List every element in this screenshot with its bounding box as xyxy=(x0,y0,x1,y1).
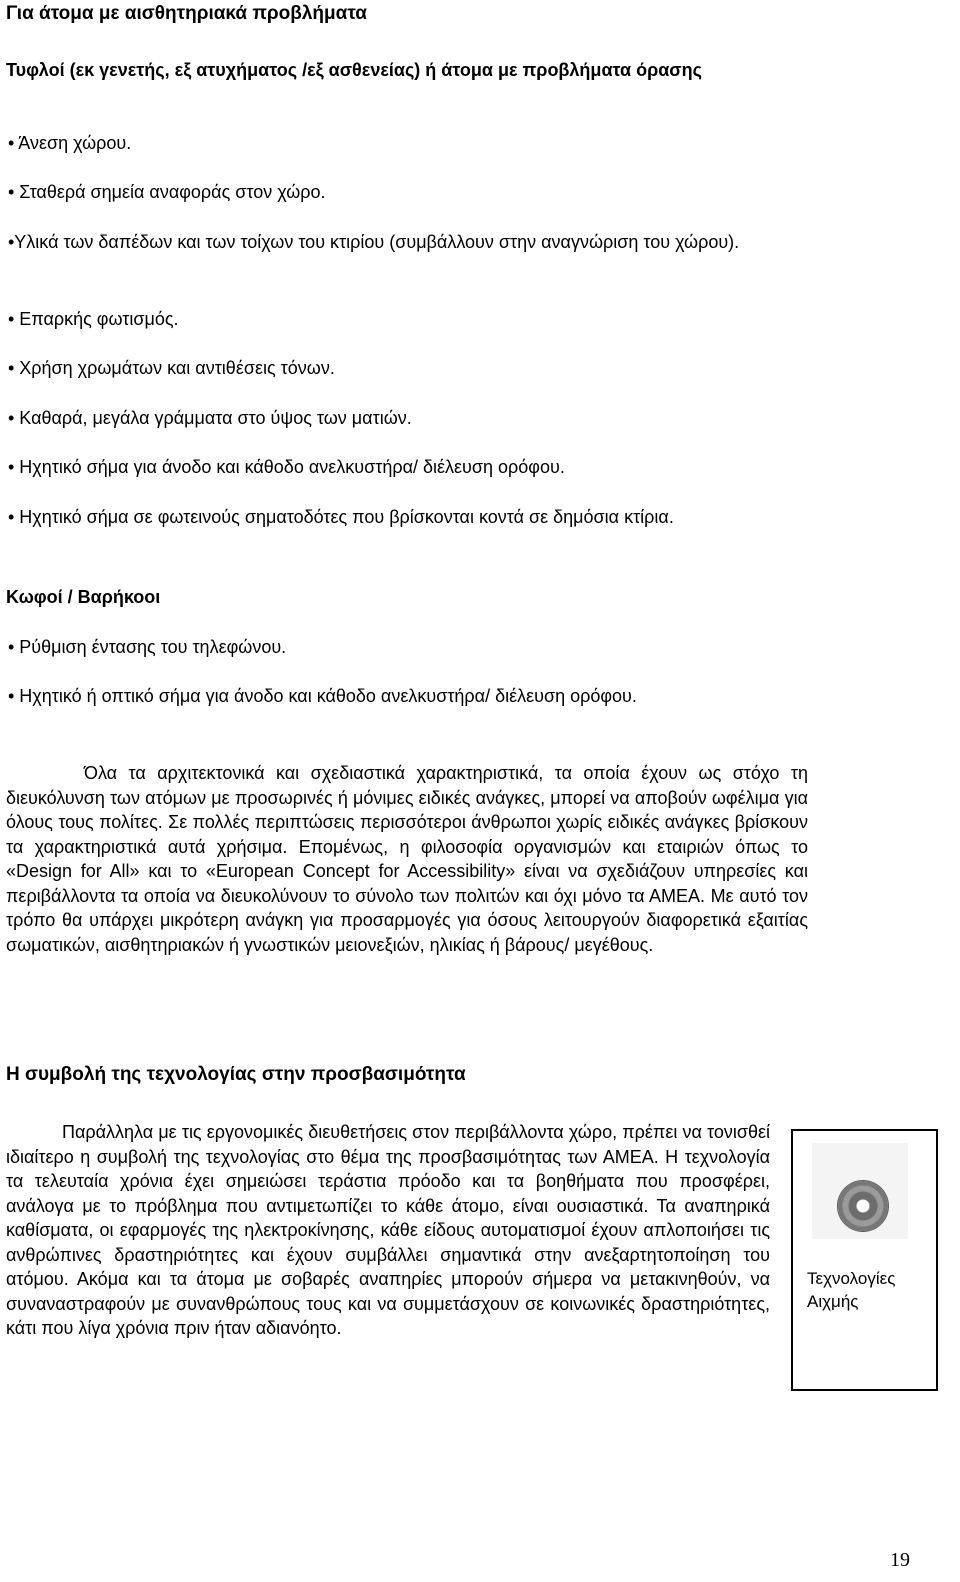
list-item: • Καθαρά, μεγάλα γράμματα στο ύψος των ματιών. xyxy=(8,408,412,428)
paragraph-design-for-all: Όλα τα αρχιτεκτονικά και σχεδιαστικά χαρακτηριστικά, τα οποία έχουν ως στόχο τη διευκόλυνση των ατόμων με προσωρινές ή μόνιμες ειδικές ανάγκες, μπορεί να αποβούν ωφέλιμα για όλους τους πολίτες. Σε πολλές περιπτώσεις περισσότεροι άνθρωποι χωρίς ειδικές ανάγκες βρίσκουν τα χαρακτηριστικά αυτά χρήσιμα. Επομένως, η φιλοσοφία οργανισμών και εταιριών όπως το «Design for All» και το «European Concept for Accessibility» είναι να σχεδιάζουν υπηρεσίες και περιβάλλοντα τα οποία να διευκολύνουν το σύνολο των πολιτών και όχι μόνο τα ΑΜΕΑ. Με αυτό τον τρόπο θα υπάρχει μικρότερη ανάγκη για προσαρμογές για όσους λειτουργούν διαφορετικά εξαιτίας σωματικών, αισθητηριακών ή γνωστικών μειονεξιών, ηλικίας ή βάρους/ μεγέθους. xyxy=(6,763,808,955)
list-item: • Σταθερά σημεία αναφοράς στον χώρο. xyxy=(8,182,326,202)
list-item: • Επαρκής φωτισμός. xyxy=(8,309,179,329)
list-item: • Ηχητικό σήμα σε φωτεινούς σηματοδότες που βρίσκονται κοντά σε δημόσια κτίρια. xyxy=(8,507,674,527)
list-item: •Υλικά των δαπέδων και των τοίχων του κτιρίου (συμβάλλουν στην αναγνώριση του χώρου). xyxy=(8,232,740,252)
subheading-blind: Τυφλοί (εκ γενετής, εξ ατυχήματος /εξ ασθενείας) ή άτομα με προβλήματα όρασης xyxy=(6,60,702,80)
cd-disc-image xyxy=(812,1143,908,1239)
sidebar-box xyxy=(791,1129,938,1391)
page-number: 19 xyxy=(890,1549,910,1571)
heading-sensory-impairments: Για άτομα με αισθητηριακά προβλήματα xyxy=(6,3,367,24)
section-heading-technology: Η συμβολή της τεχνολογίας στην προσβασιμότητα xyxy=(6,1064,466,1085)
list-item: • Ρύθμιση έντασης του τηλεφώνου. xyxy=(8,637,287,657)
list-item: • Χρήση χρωμάτων και αντιθέσεις τόνων. xyxy=(8,358,335,378)
subheading-deaf: Κωφοί / Βαρήκοοι xyxy=(6,587,161,607)
disc-icon xyxy=(838,1181,888,1231)
paragraph-technology: Παράλληλα με τις εργονομικές διευθετήσεις στον περιβάλλοντα χώρο, πρέπει να τονισθεί ιδιαίτερο η συμβολή της τεχνολογίας στο θέμα της προσβασιμότητας των ΑΜΕΑ. Η τεχνολογία τα τελευταία χρόνια έχει σημειώσει τεράστια πρόοδο και τα βοηθήματα που προσφέρει, ανάλογα με το πρόβλημα που αντιμετωπίζει το κάθε άτομο, είναι ουσιαστικά. Τα αναπηρικά καθίσματα, οι εφαρμογές της ηλεκτροκίνησης, κάθε είδους αυτοματισμοί έχουν απλοποιήσει τις ανθρώπινες δραστηριότητες και έχουν συμβάλλει σημαντικά στην ανεξαρτητοποίηση του ατόμου. Ακόμα και τα άτομα με σοβαρές αναπηρίες μπορούν σήμερα να μετακινηθούν, να συναναστραφούν με συνανθρώπους τους και να συμμετάσχουν σε κοινωνικές δραστηριότητες, κάτι που λίγα χρόνια πριν ήταν αδιανόητο. xyxy=(6,1122,770,1338)
list-item: • Άνεση χώρου. xyxy=(8,133,132,153)
list-item: • Ηχητικό ή οπτικό σήμα για άνοδο και κάθοδο ανελκυστήρα/ διέλευση ορόφου. xyxy=(8,686,637,706)
sidebar-caption: Τεχνολογίες Αιχμής xyxy=(807,1269,896,1311)
list-item: • Ηχητικό σήμα για άνοδο και κάθοδο ανελκυστήρα/ διέλευση ορόφου. xyxy=(8,457,565,477)
